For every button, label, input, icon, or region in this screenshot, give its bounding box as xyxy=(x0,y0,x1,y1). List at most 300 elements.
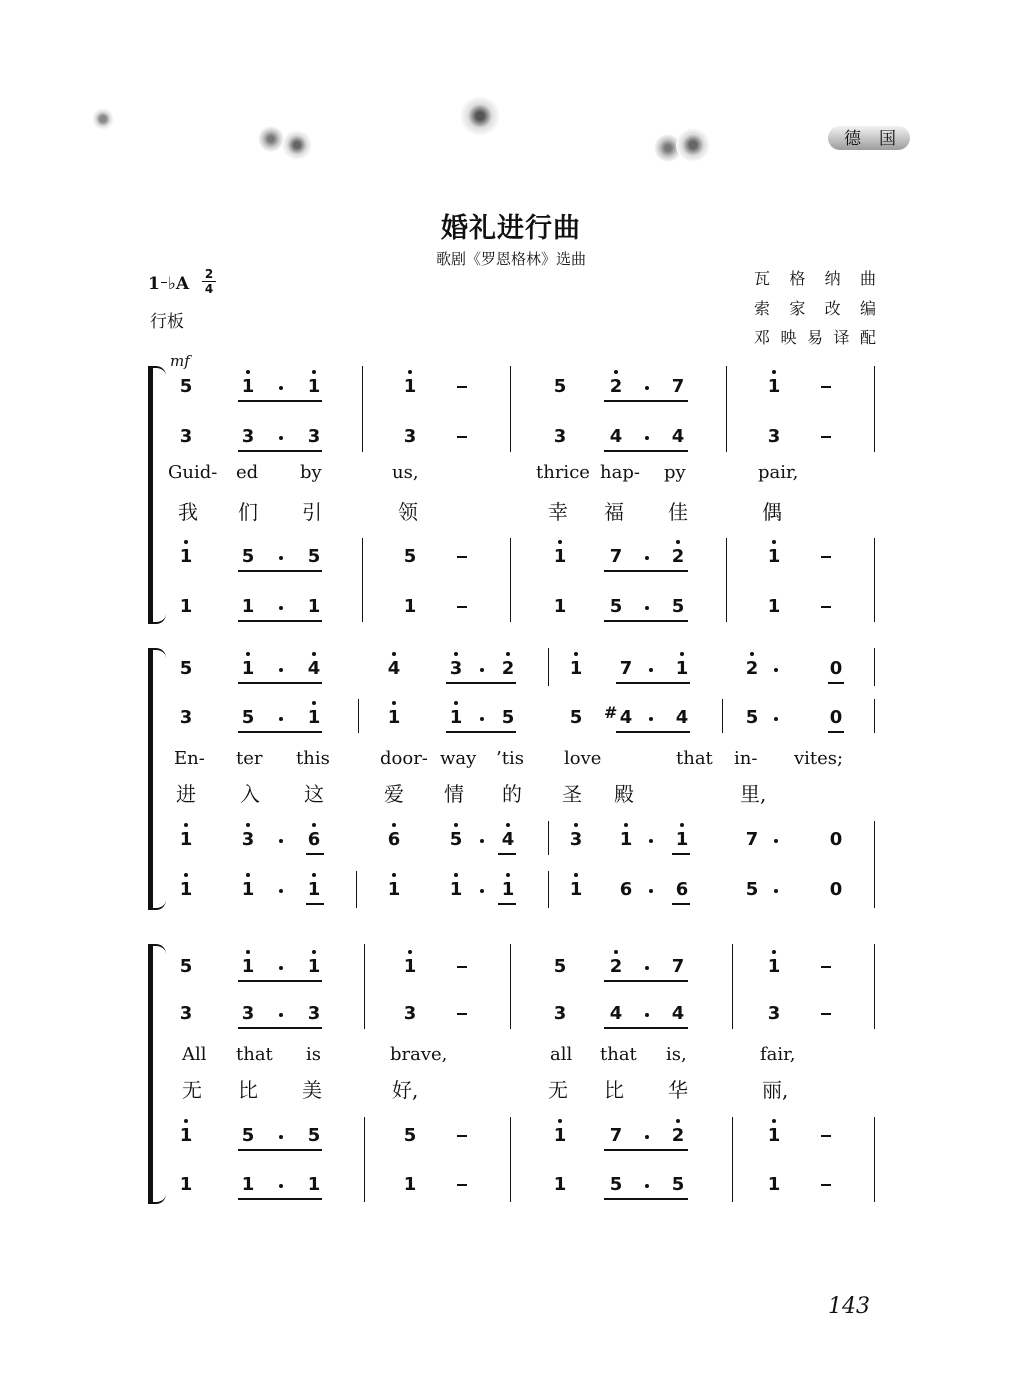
octave-dot-icon xyxy=(392,873,396,877)
jianpu-note xyxy=(671,829,693,851)
jianpu-note xyxy=(399,596,421,618)
note-digit: 5 xyxy=(671,1174,685,1195)
note-digit: 1 xyxy=(242,956,255,978)
octave-dot-icon xyxy=(184,1119,188,1123)
lyric-chinese: 比 xyxy=(604,1078,624,1102)
key-signature xyxy=(148,274,189,294)
note-digit: 3 xyxy=(241,1003,255,1024)
jianpu-note xyxy=(303,879,325,901)
octave-dot-icon xyxy=(772,370,776,374)
note-digit: 1 xyxy=(450,879,463,901)
jianpu-note xyxy=(605,956,627,978)
note-digit: 1 xyxy=(242,879,255,901)
jianpu-note xyxy=(763,426,785,448)
barline xyxy=(726,366,727,452)
note-digit: 4 xyxy=(619,707,633,728)
note-digit: 3 xyxy=(767,426,781,447)
underline-beam xyxy=(828,682,844,684)
rhythm-dot-icon xyxy=(279,668,283,672)
jianpu-note xyxy=(303,707,325,729)
underline-beam xyxy=(306,903,324,905)
jianpu-note xyxy=(445,707,467,729)
lyric-english: ’tis xyxy=(496,748,524,769)
note-digit: 1 xyxy=(308,376,321,398)
jianpu-note xyxy=(605,1174,627,1196)
note-digit: 1 xyxy=(768,956,781,978)
barline xyxy=(874,366,875,452)
note-digit: 4 xyxy=(609,426,623,447)
lyric-chinese: 引 xyxy=(302,500,322,524)
jianpu-note xyxy=(237,879,259,901)
octave-dot-icon xyxy=(246,652,250,656)
barline xyxy=(510,538,511,622)
barline xyxy=(722,699,723,733)
rhythm-dot-icon xyxy=(774,717,778,721)
octave-dot-icon xyxy=(506,873,510,877)
octave-dot-icon xyxy=(312,823,316,827)
note-digit: 1 xyxy=(180,546,193,568)
sustain-dash xyxy=(457,436,467,438)
sustain-dash xyxy=(821,386,831,388)
octave-dot-icon xyxy=(624,823,628,827)
note-digit: 1 xyxy=(241,1174,255,1195)
lyric-english: brave, xyxy=(390,1044,448,1065)
jianpu-note xyxy=(303,1003,325,1025)
rhythm-dot-icon xyxy=(645,1013,649,1017)
jianpu-note xyxy=(175,956,197,978)
note-digit: 1 xyxy=(242,658,255,680)
jianpu-note xyxy=(549,426,571,448)
note-digit: 1 xyxy=(676,658,689,680)
note-digit: 3 xyxy=(179,1003,193,1024)
lyric-chinese: 幸 xyxy=(548,500,568,524)
key-prefix: 1 xyxy=(148,274,160,294)
note-digit: 3 xyxy=(450,658,463,680)
octave-dot-icon xyxy=(312,701,316,705)
underline-beam xyxy=(604,1149,688,1151)
lyric-english: love xyxy=(564,748,602,769)
lyric-chinese: 丽, xyxy=(762,1078,789,1102)
note-digit: 4 xyxy=(675,707,689,728)
jianpu-note xyxy=(763,956,785,978)
note-digit: 1 xyxy=(768,546,781,568)
bracket-cap-top xyxy=(148,648,166,660)
barline xyxy=(358,699,359,733)
barline xyxy=(874,1117,875,1202)
underline-beam xyxy=(604,620,688,622)
underline-beam xyxy=(238,400,322,402)
octave-dot-icon xyxy=(574,823,578,827)
jianpu-note xyxy=(615,707,637,729)
jianpu-note xyxy=(237,658,259,680)
barline xyxy=(510,366,511,452)
note-digit: 5 xyxy=(179,956,193,977)
note-digit: 4 xyxy=(671,1003,685,1024)
jianpu-note xyxy=(667,1174,689,1196)
system-bracket xyxy=(148,944,153,1202)
lyric-english: all xyxy=(550,1044,573,1065)
lyric-chinese: 福 xyxy=(604,500,624,524)
octave-dot-icon xyxy=(676,1119,680,1123)
bracket-cap-bottom xyxy=(148,898,166,910)
note-digit: 1 xyxy=(620,829,633,851)
sustain-dash xyxy=(457,606,467,608)
jianpu-note xyxy=(497,707,519,729)
octave-dot-icon xyxy=(312,652,316,656)
lyric-english: ed xyxy=(236,462,259,483)
lyric-chinese: 偶 xyxy=(762,500,782,524)
jianpu-note xyxy=(667,1125,689,1147)
jianpu-note xyxy=(399,376,421,398)
note-digit: 4 xyxy=(308,658,321,680)
note-digit: 1 xyxy=(388,707,401,729)
rhythm-dot-icon xyxy=(279,1184,283,1188)
jianpu-note xyxy=(741,879,763,901)
jianpu-note xyxy=(383,879,405,901)
note-digit: 6 xyxy=(619,879,633,900)
octave-dot-icon xyxy=(184,823,188,827)
note-digit: 6 xyxy=(308,829,321,851)
underline-beam xyxy=(828,731,844,733)
jianpu-note xyxy=(671,879,693,901)
jianpu-note xyxy=(175,426,197,448)
rhythm-dot-icon xyxy=(480,668,484,672)
note-digit: 2 xyxy=(672,1125,685,1147)
note-digit: 5 xyxy=(403,1125,417,1146)
note-digit: 5 xyxy=(609,596,623,617)
jianpu-note xyxy=(175,1174,197,1196)
lyric-english: in- xyxy=(734,748,758,769)
rhythm-dot-icon xyxy=(649,839,653,843)
note-digit: 1 xyxy=(553,1174,567,1195)
jianpu-note xyxy=(549,596,571,618)
sustain-dash xyxy=(457,1013,467,1015)
note-digit: 5 xyxy=(745,879,759,900)
barline xyxy=(726,538,727,622)
jianpu-note xyxy=(237,707,259,729)
octave-dot-icon xyxy=(680,823,684,827)
note-digit: 3 xyxy=(553,426,567,447)
sustain-dash xyxy=(821,1135,831,1137)
bracket-cap-top xyxy=(148,944,166,956)
note-digit: 2 xyxy=(610,956,623,978)
note-digit: 6 xyxy=(388,829,401,851)
octave-dot-icon xyxy=(408,370,412,374)
note-digit: 5 xyxy=(553,376,567,397)
lyric-english: py xyxy=(664,462,686,483)
note-digit: 4 xyxy=(502,829,515,851)
note-digit: 4 xyxy=(671,426,685,447)
jianpu-note xyxy=(549,546,571,568)
rhythm-dot-icon xyxy=(480,839,484,843)
jianpu-note xyxy=(175,829,197,851)
note-digit: 1 xyxy=(767,1174,781,1195)
barline xyxy=(732,944,733,1029)
octave-dot-icon xyxy=(246,950,250,954)
jianpu-note xyxy=(497,658,519,680)
system-bracket xyxy=(148,648,153,908)
sustain-dash xyxy=(821,1184,831,1186)
rhythm-dot-icon xyxy=(279,1135,283,1139)
bracket-cap-top xyxy=(148,366,166,378)
note-digit: 1 xyxy=(404,956,417,978)
note-digit: 1 xyxy=(308,879,321,901)
note-digit: 1 xyxy=(554,546,567,568)
sustain-dash xyxy=(821,966,831,968)
jianpu-note xyxy=(667,426,689,448)
underline-beam xyxy=(604,980,688,982)
jianpu-note xyxy=(741,658,763,680)
barline xyxy=(732,1117,733,1202)
jianpu-note xyxy=(763,546,785,568)
jianpu-note xyxy=(303,1125,325,1147)
lyric-chinese: 美 xyxy=(302,1078,322,1102)
note-digit: 2 xyxy=(746,658,759,680)
rhythm-dot-icon xyxy=(480,717,484,721)
jianpu-note xyxy=(605,546,627,568)
lyric-chinese: 的 xyxy=(502,782,522,806)
octave-dot-icon xyxy=(392,652,396,656)
note-digit: 1 xyxy=(553,596,567,617)
jianpu-note xyxy=(549,376,571,398)
note-digit: 7 xyxy=(671,376,685,397)
jianpu-note xyxy=(565,829,587,851)
barline xyxy=(362,538,363,622)
jianpu-note xyxy=(825,879,847,901)
note-digit: 5 xyxy=(307,1125,321,1146)
country-label: 德国 xyxy=(844,129,914,149)
note-digit: 5 xyxy=(241,1125,255,1146)
note-digit: 3 xyxy=(179,707,193,728)
note-digit: 1 xyxy=(179,596,193,617)
note-digit: 3 xyxy=(403,426,417,447)
barline xyxy=(874,699,875,733)
note-digit: 3 xyxy=(307,426,321,447)
lyric-chinese: 爱 xyxy=(384,782,404,806)
note-digit: 1 xyxy=(388,879,401,901)
lyric-english: that xyxy=(676,748,713,769)
bracket-cap-bottom xyxy=(148,1192,166,1204)
jianpu-note xyxy=(667,956,689,978)
note-digit: 0 xyxy=(829,879,843,900)
note-digit: 3 xyxy=(241,426,255,447)
note-digit: 1 xyxy=(242,376,255,398)
jianpu-note xyxy=(549,1174,571,1196)
underline-beam xyxy=(238,1149,322,1151)
rhythm-dot-icon xyxy=(645,606,649,610)
lyric-chinese: 圣 xyxy=(562,782,582,806)
lyric-chinese: 比 xyxy=(238,1078,258,1102)
octave-dot-icon xyxy=(614,950,618,954)
jianpu-note xyxy=(605,1125,627,1147)
note-digit: 0 xyxy=(829,658,843,679)
octave-dot-icon xyxy=(772,1119,776,1123)
barline xyxy=(510,944,511,1029)
rhythm-dot-icon xyxy=(645,1135,649,1139)
underline-beam xyxy=(238,1198,322,1200)
credit-composer: 瓦格纳曲 xyxy=(754,269,878,288)
rhythm-dot-icon xyxy=(279,839,283,843)
note-digit: 1 xyxy=(180,829,193,851)
lyric-english: pair, xyxy=(758,462,799,483)
rhythm-dot-icon xyxy=(480,889,484,893)
rhythm-dot-icon xyxy=(645,966,649,970)
note-digit: 1 xyxy=(307,596,321,617)
jianpu-note xyxy=(605,376,627,398)
lyric-english: door- xyxy=(380,748,428,769)
note-digit: 1 xyxy=(307,1174,321,1195)
underline-beam xyxy=(616,682,690,684)
octave-dot-icon xyxy=(574,873,578,877)
note-digit: 1 xyxy=(403,1174,417,1195)
underline-beam xyxy=(238,450,322,452)
note-digit: 1 xyxy=(502,879,515,901)
system-bracket xyxy=(148,366,153,622)
note-digit: 7 xyxy=(609,1125,623,1146)
jianpu-note xyxy=(497,879,519,901)
lyric-chinese: 华 xyxy=(668,1078,688,1102)
note-digit: 1 xyxy=(308,707,321,729)
sustain-dash xyxy=(457,556,467,558)
underline-beam xyxy=(446,682,516,684)
note-digit: 5 xyxy=(179,658,193,679)
jianpu-note xyxy=(303,426,325,448)
jianpu-note xyxy=(763,1003,785,1025)
jianpu-note xyxy=(825,707,847,729)
note-digit: 3 xyxy=(242,829,255,851)
barline xyxy=(548,871,549,908)
note-digit: 3 xyxy=(570,829,583,851)
note-digit: 1 xyxy=(554,1125,567,1147)
octave-dot-icon xyxy=(574,652,578,656)
note-digit: 2 xyxy=(672,546,685,568)
jianpu-note xyxy=(565,658,587,680)
jianpu-note xyxy=(615,829,637,851)
note-digit: 5 xyxy=(609,1174,623,1195)
jianpu-note xyxy=(763,1125,785,1147)
lyric-english: thrice xyxy=(536,462,590,483)
jianpu-note xyxy=(303,546,325,568)
lyric-chinese: 好, xyxy=(392,1078,419,1102)
rhythm-dot-icon xyxy=(279,966,283,970)
octave-dot-icon xyxy=(614,370,618,374)
rhythm-dot-icon xyxy=(649,717,653,721)
jianpu-note xyxy=(549,1125,571,1147)
jianpu-note xyxy=(175,376,197,398)
note-digit: 1 xyxy=(308,956,321,978)
rhythm-dot-icon xyxy=(774,668,778,672)
jianpu-note xyxy=(445,879,467,901)
jianpu-note xyxy=(667,596,689,618)
note-digit: 7 xyxy=(671,956,685,977)
underline-beam xyxy=(238,682,322,684)
note-digit: 1 xyxy=(768,1125,781,1147)
note-digit: 5 xyxy=(450,829,463,851)
lyric-english: fair, xyxy=(760,1044,796,1065)
note-digit: 1 xyxy=(180,879,193,901)
octave-dot-icon xyxy=(312,950,316,954)
note-digit: 5 xyxy=(501,707,515,728)
note-digit: 3 xyxy=(307,1003,321,1024)
rhythm-dot-icon xyxy=(645,436,649,440)
jianpu-note xyxy=(383,707,405,729)
page-number: 143 xyxy=(828,1294,870,1319)
sustain-dash xyxy=(821,1013,831,1015)
jianpu-note xyxy=(605,1003,627,1025)
octave-dot-icon xyxy=(558,540,562,544)
sustain-dash xyxy=(457,1184,467,1186)
underline-beam xyxy=(604,570,688,572)
note-digit: 7 xyxy=(745,829,759,850)
rhythm-dot-icon xyxy=(279,717,283,721)
lyric-english: this xyxy=(296,748,330,769)
lyric-english: that xyxy=(600,1044,637,1065)
lyric-chinese: 入 xyxy=(240,782,260,806)
underline-beam xyxy=(604,450,688,452)
barline xyxy=(874,648,875,686)
barline xyxy=(548,648,549,686)
octave-dot-icon xyxy=(312,873,316,877)
note-digit: 1 xyxy=(241,596,255,617)
jianpu-note xyxy=(667,1003,689,1025)
sustain-dash xyxy=(457,386,467,388)
sustain-dash xyxy=(457,966,467,968)
octave-dot-icon xyxy=(408,950,412,954)
lyric-english: En- xyxy=(174,748,205,769)
octave-dot-icon xyxy=(246,873,250,877)
time-signature xyxy=(202,268,216,295)
jianpu-note xyxy=(549,956,571,978)
rhythm-dot-icon xyxy=(649,668,653,672)
note-digit: 7 xyxy=(619,658,633,679)
octave-dot-icon xyxy=(312,370,316,374)
jianpu-note xyxy=(741,829,763,851)
underline-beam xyxy=(498,853,516,855)
octave-dot-icon xyxy=(246,823,250,827)
lyric-chinese: 这 xyxy=(304,782,324,806)
barline xyxy=(364,1117,365,1202)
note-digit: 1 xyxy=(570,658,583,680)
jianpu-note xyxy=(175,1003,197,1025)
jianpu-note xyxy=(399,1174,421,1196)
rhythm-dot-icon xyxy=(279,1013,283,1017)
underline-beam xyxy=(616,731,690,733)
jianpu-note xyxy=(303,956,325,978)
note-digit: 1 xyxy=(404,376,417,398)
lyric-english: is xyxy=(306,1044,321,1065)
underline-beam xyxy=(238,980,322,982)
song-title: 婚礼进行曲 xyxy=(441,213,581,244)
octave-dot-icon xyxy=(506,652,510,656)
jianpu-note xyxy=(549,1003,571,1025)
note-digit: 5 xyxy=(553,956,567,977)
note-digit: 3 xyxy=(179,426,193,447)
jianpu-note xyxy=(565,707,587,729)
note-digit: 2 xyxy=(610,376,623,398)
octave-dot-icon xyxy=(184,873,188,877)
rhythm-dot-icon xyxy=(279,386,283,390)
jianpu-note xyxy=(763,1174,785,1196)
lyric-chinese: 们 xyxy=(238,500,258,524)
jianpu-note xyxy=(605,596,627,618)
underline-beam xyxy=(238,620,322,622)
sustain-dash xyxy=(821,556,831,558)
sharp-accidental: # xyxy=(604,703,618,722)
jianpu-note xyxy=(175,596,197,618)
lyric-english: ter xyxy=(236,748,263,769)
note-digit: 1 xyxy=(768,376,781,398)
flower-decoration-icon xyxy=(676,128,710,162)
